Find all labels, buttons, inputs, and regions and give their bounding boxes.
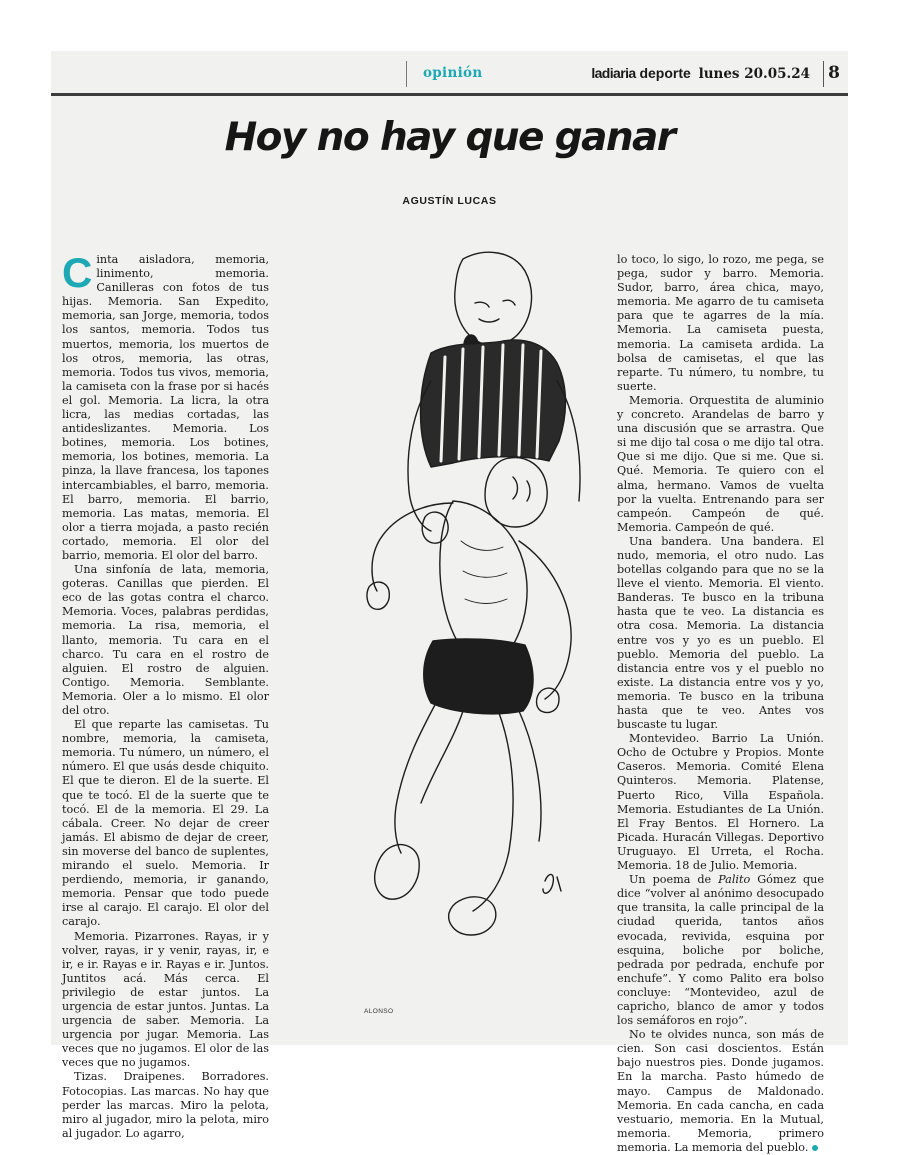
page-header: [51, 51, 848, 96]
paragraph: El que reparte las camisetas. Tu nombre, memoria, la camiseta, memoria. Tu número, un número, el número. El que usás desde chiquito. El que te dieron. El de la suerte. El que te tocó. El de la suerte que te tocó. El de la memoria. El 29. La cábala. Creer. No dejar de creer jamás. El abismo de dejar de creer, sin moverse del banco de suplentes, mirando el suelo. Memoria. Ir perdiendo, memoria, ir ganando, memoria. Pensar que todo puede irse al carajo. El carajo. El olor del carajo.: [62, 718, 269, 929]
paragraph: Memoria. Pizarrones. Rayas, ir y volver, rayas, ir y venir, rayas, ir, e ir, e ir. Rayas e ir. Rayas e ir. Juntos. Juntitos acá. Más cerca. El privilegio de estar juntos. La urgencia de estar juntos. Juntas. La urgencia de saber. Memoria. La urgencia por jugar. Memoria. Las veces que no jugamos. El olor de las veces que no jugamos.: [62, 929, 269, 1070]
paragraph-text: inta aisladora, memoria, linimento, memoria. Canilleras con fotos de tus hijas. Memoria. San Expedito, memoria, san Jorge, memoria, todos los santos, memoria. Todos tus muertos, memoria, los muertos de los otros, memoria, las otras, memoria. Todos tus vivos, memoria, la camiseta con la frase por si hacés el gol. Memoria. La licra, la otra licra, las medias cortadas, las antideslizantes. Memoria. Los botines, memoria. Los botines, memoria, los botines, memoria. La pinza, la llave francesa, los tapones intercambiables, el barro, memoria. El barro, memoria. El barrio, memoria. Las matas, memoria. El olor a tierra mojada, a pasto recién cortado, memoria. El olor del barrio, memoria. El olor del barro.: [62, 253, 269, 562]
poet-nickname: Palito: [718, 873, 751, 887]
end-of-article-mark: [812, 1145, 818, 1151]
issue-date: lunes 20.05.24: [698, 66, 810, 82]
paragraph: [617, 873, 824, 1028]
paragraph: [62, 249, 269, 563]
masthead: [591, 65, 810, 82]
paragraph: Tizas. Draipenes. Borradores. Fotocopias. Las marcas. No hay que perder las marcas. Miro la pelota, miro al jugador, miro la pelota, miro al jugador. Lo agarro,: [62, 1070, 269, 1140]
paragraph: Una sinfonía de lata, memoria, goteras. Canillas que pierden. El eco de las gotas contra el charco. Memoria. Voces, palabras perdidas, memoria. La risa, memoria, el llanto, memoria. Tu cara en el charco. Tu cara en el rostro de alguien. El rostro de alguien. Contigo. Memoria. Semblante. Memoria. Oler a lo mismo. El olor del otro.: [62, 563, 269, 717]
section-label: opinión: [423, 65, 483, 81]
paragraph: Memoria. Orquestita de aluminio y concreto. Arandelas de barro y una discusión que se arrastra. Que si me dijo tal cosa o me dijo tal otra. Que si me dijo. Que si me. Que si. Qué. Memoria. Te quiero con el alma, hermano. Vamos de vuelta por la vuelta. Entrenando para ser campeón. Campeón de qué. Memoria. Campeón de qué.: [617, 393, 824, 534]
article-title: Hoy no hay que ganar: [224, 115, 675, 160]
footballer-illustration: [313, 241, 609, 941]
article-column-left: [62, 249, 269, 1140]
brand-name: ladiaria: [591, 65, 636, 81]
drop-cap: C: [62, 249, 93, 296]
paragraph: Montevideo. Barrio La Unión. Ocho de Octubre y Propios. Monte Caseros. Memoria. Comité Elena Quinteros. Memoria. Platense, Puerto Rico, Villa Española. Memoria. Estudiantes de La Unión. El Fray Bentos. El Hornero. La Picada. Huracán Villegas. Deportivo Uruguayo. El Urreta, el Rocha. Memoria. 18 de Julio. Memoria.: [617, 732, 824, 873]
page-number-divider: [823, 61, 824, 87]
paragraph: [617, 1028, 824, 1155]
final-paragraph-text: No te olvides nunca, son más de cien. Son casi doscientos. Están bajo nuestros pies. Donde jugamos. En la marcha. Pasto húmedo de mayo. Campus de Maldonado. Memoria. En cada cancha, en cada vestuario, memoria. En la Mutual, memoria. Memoria, primero memoria. La memoria del pueblo.: [617, 1028, 824, 1154]
page-number: 8: [828, 63, 840, 83]
paragraph: lo toco, lo sigo, lo rozo, me pega, se pega, sudor y barro. Memoria. Sudor, barro, área chica, mayo, memoria. Me agarro de tu camiseta para que te agarres de la mía. Memoria. La camiseta puesta, memoria. La camiseta ardida. La bolsa de camisetas, el que las reparte. Tu número, tu nombre, tu suerte.: [617, 253, 824, 393]
section-divider: [406, 61, 407, 87]
illustration-credit: ALONSO: [364, 1008, 394, 1015]
poem-intro: Un poema de: [629, 873, 719, 887]
poem-quote: Gómez que dice “volver al anónimo desocupado que transita, la calle principal de la ciudad querida, tantos años evocada, revivida, esquina por esquina, boliche por boliche, pedrada por pedrada, enchufe por enchufe”. Y como Palito era bolso concluye: “Montevideo, azul de capricho, blanco de amor y todos los semáforos en rojo”.: [617, 873, 824, 1028]
author-byline: AGUSTÍN LUCAS: [402, 195, 497, 207]
paragraph: Una bandera. Una bandera. El nudo, memoria, el otro nudo. Las botellas colgando para que no se la lleve el viento. Memoria. El viento. Banderas. Te busco en la tribuna hasta que te veo. La distancia es otra cosa. Memoria. La distancia entre vos y yo es un pueblo. El pueblo. Memoria del pueblo. La distancia entre vos y el pueblo no existe. La distancia entre vos y yo, memoria. Te busco en la tribuna hasta que te veo. Antes vos buscaste tu lugar.: [617, 534, 824, 732]
article-column-right: [617, 253, 824, 1154]
brand-sub: deporte: [639, 65, 691, 81]
newspaper-page: [51, 51, 848, 1154]
